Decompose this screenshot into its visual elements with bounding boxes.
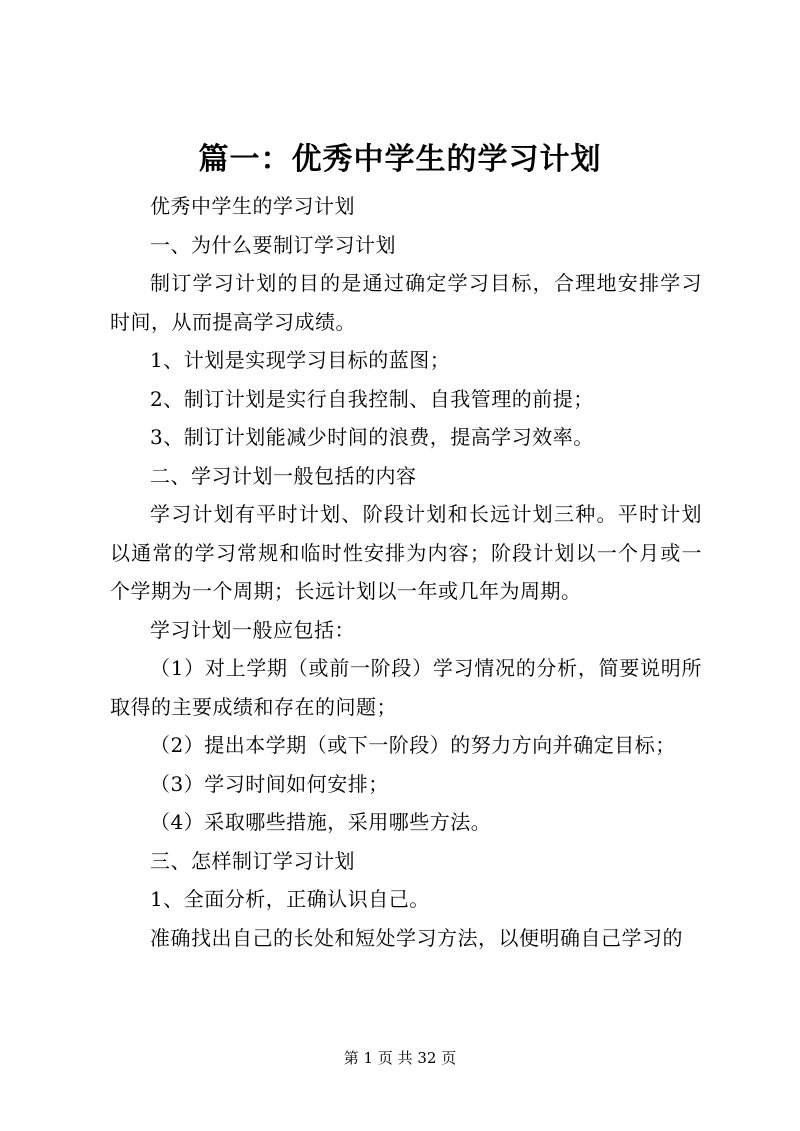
paragraph: 优秀中学生的学习计划: [150, 194, 355, 218]
list-item: （4）采取哪些措施，采用哪些方法。: [150, 810, 492, 834]
paragraph: 学习计划一般应包括：: [150, 617, 355, 642]
page-number-footer: 第 1 页 共 32 页: [343, 1049, 457, 1067]
list-item: （3）学习时间如何安排；: [150, 771, 389, 796]
list-item: 1、计划是实现学习目标的蓝图；: [150, 348, 451, 372]
section-heading: 一、为什么要制订学习计划: [150, 232, 396, 257]
list-item: （1）对上学期（或前一阶段）学习情况的分析，简要说明所取得的主要成绩和存在的问题；: [110, 656, 702, 719]
list-item: 3、制订计划能减少时间的浪费，提高学习效率。: [150, 425, 594, 449]
document-title: 篇一：优秀中学生的学习计划: [198, 142, 602, 177]
section-heading: 三、怎样制订学习计划: [150, 848, 355, 873]
list-item: 2、制订计划是实行自我控制、自我管理的前提；: [150, 386, 594, 411]
paragraph: 学习计划有平时计划、阶段计划和长远计划三种。平时计划以通常的学习常规和临时性安排为内容；阶段计划以一个月或一个学期为一个周期；长远计划以一年或几年为周期。: [110, 502, 702, 603]
section-heading: 二、学习计划一般包括的内容: [150, 463, 417, 488]
list-item: （2）提出本学期（或下一阶段）的努力方向并确定目标；: [150, 733, 676, 757]
paragraph: 准确找出自己的长处和短处学习方法，以便明确自己学习的: [150, 925, 683, 950]
document-body: [110, 187, 702, 957]
paragraph: 制订学习计划的目的是通过确定学习目标，合理地安排学习时间，从而提高学习成绩。: [110, 271, 702, 334]
list-item: 1、全面分析，正确认识自己。: [150, 887, 430, 911]
